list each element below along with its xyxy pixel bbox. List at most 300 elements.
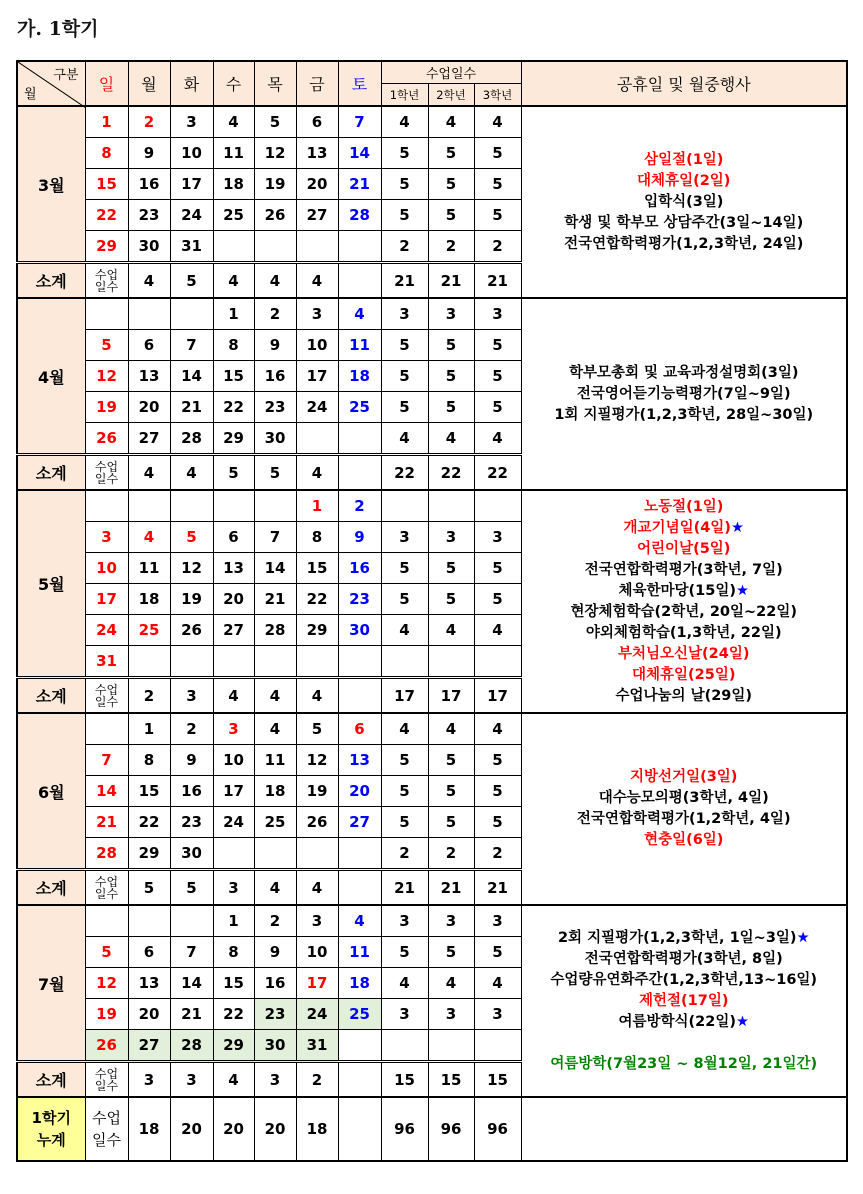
day-cell bbox=[213, 490, 254, 522]
day-cell: 2 bbox=[128, 106, 170, 138]
event-item bbox=[522, 384, 847, 405]
day-cell: 9 bbox=[338, 522, 381, 553]
subtotal-day-value: 4 bbox=[213, 263, 254, 299]
day-cell: 6 bbox=[128, 937, 170, 968]
day-cell: 13 bbox=[296, 138, 338, 169]
event-item bbox=[522, 171, 847, 192]
event-text: 현충일(6일) bbox=[644, 832, 724, 848]
day-cell: 1 bbox=[128, 713, 170, 745]
day-cell: 21 bbox=[85, 807, 128, 838]
subtotal-grade-3: 22 bbox=[474, 455, 521, 491]
subtotal-grade-1: 22 bbox=[381, 455, 428, 491]
day-cell: 30 bbox=[254, 423, 296, 455]
day-cell: 29 bbox=[85, 231, 128, 263]
day-cell: 7 bbox=[338, 106, 381, 138]
day-cell: 16 bbox=[254, 361, 296, 392]
day-cell: 28 bbox=[170, 1030, 213, 1062]
event-text: 입학식(3일) bbox=[644, 193, 724, 210]
day-cell: 30 bbox=[338, 615, 381, 646]
day-cell: 20 bbox=[128, 392, 170, 423]
event-text: 전국영어듣기능력평가(7일~9일) bbox=[576, 385, 791, 402]
grade-3-class-days: 5 bbox=[474, 937, 521, 968]
grade-3-class-days: 4 bbox=[474, 968, 521, 999]
grade-1-class-days: 5 bbox=[381, 361, 428, 392]
grade-1-class-days: 5 bbox=[381, 776, 428, 807]
grade-2-class-days: 5 bbox=[428, 361, 474, 392]
day-cell: 2 bbox=[338, 490, 381, 522]
day-cell bbox=[296, 423, 338, 455]
day-cell: 7 bbox=[85, 745, 128, 776]
day-cell bbox=[85, 490, 128, 522]
grade-3-class-days: 3 bbox=[474, 298, 521, 330]
day-cell: 19 bbox=[254, 169, 296, 200]
subtotal-grade-1: 21 bbox=[381, 870, 428, 906]
star-icon: ★ bbox=[730, 519, 744, 536]
day-cell: 15 bbox=[296, 553, 338, 584]
grade-3-class-days: 5 bbox=[474, 553, 521, 584]
grade-2-class-days: 5 bbox=[428, 200, 474, 231]
day-cell: 15 bbox=[213, 361, 254, 392]
day-cell: 3 bbox=[296, 905, 338, 937]
day-cell: 27 bbox=[213, 615, 254, 646]
month-events bbox=[521, 713, 847, 905]
week-row bbox=[17, 298, 847, 330]
subtotal-grade-2: 21 bbox=[428, 870, 474, 906]
day-cell: 4 bbox=[338, 298, 381, 330]
event-item bbox=[522, 192, 847, 213]
subtotal-day-value: 3 bbox=[128, 1062, 170, 1098]
semester-total-day-value bbox=[338, 1097, 381, 1161]
day-cell bbox=[254, 838, 296, 870]
event-item bbox=[522, 970, 847, 991]
semester-total-events-empty bbox=[521, 1097, 847, 1161]
subtotal-grade-1: 17 bbox=[381, 678, 428, 714]
day-cell: 17 bbox=[85, 584, 128, 615]
grade-3-class-days bbox=[474, 490, 521, 522]
subtotal-sub-text: 수업 일수 bbox=[94, 459, 119, 486]
semester-total-label bbox=[17, 1097, 85, 1161]
grade-2-class-days: 4 bbox=[428, 713, 474, 745]
semester-total-sub-line1: 수업 bbox=[92, 1109, 121, 1127]
day-cell: 22 bbox=[128, 807, 170, 838]
day-cell: 4 bbox=[338, 905, 381, 937]
grade-2-class-days: 3 bbox=[428, 905, 474, 937]
day-cell: 27 bbox=[128, 423, 170, 455]
day-cell: 17 bbox=[170, 169, 213, 200]
day-cell: 14 bbox=[170, 968, 213, 999]
day-cell: 16 bbox=[254, 968, 296, 999]
event-text: 학부모총회 및 교육과정설명회(3일) bbox=[568, 364, 799, 381]
day-cell: 22 bbox=[296, 584, 338, 615]
day-cell: 21 bbox=[170, 999, 213, 1030]
day-cell: 28 bbox=[170, 423, 213, 455]
day-cell: 6 bbox=[296, 106, 338, 138]
day-cell: 27 bbox=[128, 1030, 170, 1062]
event-text: 체육한마당(15일) bbox=[618, 582, 736, 599]
day-cell: 18 bbox=[338, 361, 381, 392]
day-cell bbox=[128, 646, 170, 678]
day-cell: 13 bbox=[128, 968, 170, 999]
day-cell: 24 bbox=[85, 615, 128, 646]
corner-header bbox=[17, 61, 85, 106]
day-cell: 23 bbox=[170, 807, 213, 838]
day-cell: 24 bbox=[213, 807, 254, 838]
grade-1-class-days: 5 bbox=[381, 392, 428, 423]
subtotal-day-value: 5 bbox=[254, 455, 296, 491]
day-cell: 21 bbox=[338, 169, 381, 200]
subtotal-day-value: 4 bbox=[296, 263, 338, 299]
event-item bbox=[522, 150, 847, 171]
grade-1-class-days: 5 bbox=[381, 937, 428, 968]
grade-2-class-days: 2 bbox=[428, 838, 474, 870]
semester-total-day-value: 18 bbox=[128, 1097, 170, 1161]
day-cell: 7 bbox=[170, 330, 213, 361]
subtotal-day-value bbox=[338, 263, 381, 299]
day-cell: 18 bbox=[128, 584, 170, 615]
day-cell: 14 bbox=[170, 361, 213, 392]
event-text: 전국연합학력평가(3학년, 7일) bbox=[584, 561, 783, 578]
day-cell bbox=[128, 490, 170, 522]
day-cell: 19 bbox=[85, 999, 128, 1030]
grade-3-class-days: 5 bbox=[474, 776, 521, 807]
day-cell: 29 bbox=[213, 1030, 254, 1062]
subtotal-day-value: 3 bbox=[213, 870, 254, 906]
subtotal-sub-text: 수업 일수 bbox=[94, 1066, 119, 1093]
event-item bbox=[522, 213, 847, 234]
day-cell: 13 bbox=[213, 553, 254, 584]
subtotal-label: 소계 bbox=[17, 678, 85, 714]
day-cell bbox=[213, 231, 254, 263]
day-cell: 2 bbox=[170, 713, 213, 745]
star-icon: ★ bbox=[735, 582, 749, 599]
weekday-tue: 화 bbox=[170, 61, 213, 106]
day-cell: 3 bbox=[213, 713, 254, 745]
subtotal-sub-label bbox=[85, 263, 128, 299]
day-cell: 25 bbox=[338, 999, 381, 1030]
grade-1-class-days: 4 bbox=[381, 968, 428, 999]
subtotal-grade-3: 21 bbox=[474, 263, 521, 299]
day-cell bbox=[338, 1030, 381, 1062]
day-cell: 10 bbox=[85, 553, 128, 584]
grade-3-header: 3학년 bbox=[474, 84, 521, 107]
day-cell bbox=[85, 713, 128, 745]
day-cell: 25 bbox=[213, 200, 254, 231]
day-cell: 16 bbox=[338, 553, 381, 584]
event-text: 대수능모의평(3학년, 4일) bbox=[598, 790, 769, 806]
day-cell bbox=[213, 838, 254, 870]
day-cell: 30 bbox=[170, 838, 213, 870]
weekday-sat: 토 bbox=[338, 61, 381, 106]
grade-1-class-days: 5 bbox=[381, 330, 428, 361]
semester-total-sub-label bbox=[85, 1097, 128, 1161]
day-cell: 2 bbox=[254, 298, 296, 330]
day-cell: 23 bbox=[128, 200, 170, 231]
event-item bbox=[522, 1054, 847, 1075]
subtotal-label: 소계 bbox=[17, 455, 85, 491]
month-label: 4월 bbox=[17, 298, 85, 455]
grade-2-header: 2학년 bbox=[428, 84, 474, 107]
semester-total-sub-line2: 일수 bbox=[92, 1131, 121, 1149]
grade-2-class-days: 5 bbox=[428, 138, 474, 169]
day-cell: 6 bbox=[128, 330, 170, 361]
grade-2-class-days: 5 bbox=[428, 169, 474, 200]
subtotal-day-value: 4 bbox=[254, 678, 296, 714]
day-cell: 16 bbox=[128, 169, 170, 200]
day-cell: 3 bbox=[85, 522, 128, 553]
subtotal-sub-label bbox=[85, 1062, 128, 1098]
day-cell: 9 bbox=[254, 937, 296, 968]
semester-total-label-line1: 1학기 bbox=[31, 1109, 71, 1127]
day-cell: 30 bbox=[128, 231, 170, 263]
subtotal-day-value: 3 bbox=[170, 1062, 213, 1098]
grade-3-class-days: 4 bbox=[474, 423, 521, 455]
day-cell: 1 bbox=[85, 106, 128, 138]
semester-total-day-value: 20 bbox=[213, 1097, 254, 1161]
grade-2-class-days: 4 bbox=[428, 615, 474, 646]
subtotal-day-value: 2 bbox=[296, 1062, 338, 1098]
grade-2-class-days: 5 bbox=[428, 330, 474, 361]
event-item bbox=[522, 809, 847, 830]
day-cell bbox=[170, 490, 213, 522]
day-cell: 5 bbox=[85, 330, 128, 361]
event-text: 어린이날(5일) bbox=[637, 540, 731, 557]
grade-3-class-days: 5 bbox=[474, 138, 521, 169]
semester-total-label-line2: 누계 bbox=[36, 1131, 66, 1149]
subtotal-day-value: 2 bbox=[128, 678, 170, 714]
day-cell: 28 bbox=[85, 838, 128, 870]
grade-2-class-days: 5 bbox=[428, 745, 474, 776]
grade-1-class-days: 5 bbox=[381, 200, 428, 231]
day-cell: 10 bbox=[170, 138, 213, 169]
grade-3-class-days: 5 bbox=[474, 745, 521, 776]
day-cell bbox=[296, 646, 338, 678]
day-cell bbox=[338, 838, 381, 870]
day-cell: 5 bbox=[254, 106, 296, 138]
day-cell bbox=[296, 838, 338, 870]
day-cell: 28 bbox=[254, 615, 296, 646]
subtotal-grade-2: 17 bbox=[428, 678, 474, 714]
grade-2-class-days: 5 bbox=[428, 392, 474, 423]
day-cell bbox=[338, 423, 381, 455]
day-cell: 21 bbox=[170, 392, 213, 423]
subtotal-day-value: 4 bbox=[254, 870, 296, 906]
month-events bbox=[521, 106, 847, 298]
subtotal-sub-label bbox=[85, 870, 128, 906]
event-item bbox=[522, 623, 847, 644]
grade-1-class-days: 5 bbox=[381, 169, 428, 200]
event-item bbox=[522, 1012, 847, 1033]
grade-1-class-days: 5 bbox=[381, 584, 428, 615]
semester-total-grade-3: 96 bbox=[474, 1097, 521, 1161]
event-text: 삼일절(1일) bbox=[644, 151, 724, 168]
event-item bbox=[522, 539, 847, 560]
day-cell: 23 bbox=[338, 584, 381, 615]
day-cell: 16 bbox=[170, 776, 213, 807]
grade-2-class-days bbox=[428, 646, 474, 678]
subtotal-day-value bbox=[338, 1062, 381, 1098]
day-cell: 19 bbox=[170, 584, 213, 615]
event-text: 야외체험학습(1,3학년, 22일) bbox=[585, 624, 782, 641]
event-item bbox=[522, 830, 847, 851]
subtotal-day-value: 4 bbox=[296, 870, 338, 906]
event-text: 여름방학식(22일) bbox=[618, 1013, 736, 1030]
grade-3-class-days bbox=[474, 646, 521, 678]
weekday-mon: 월 bbox=[128, 61, 170, 106]
event-item bbox=[522, 405, 847, 426]
day-cell: 12 bbox=[296, 745, 338, 776]
event-text: 1회 지필평가(1,2,3학년, 28일~30일) bbox=[554, 406, 814, 423]
subtotal-grade-3: 15 bbox=[474, 1062, 521, 1098]
subtotal-grade-2: 21 bbox=[428, 263, 474, 299]
subtotal-label: 소계 bbox=[17, 870, 85, 906]
day-cell: 15 bbox=[85, 169, 128, 200]
subtotal-day-value: 4 bbox=[296, 455, 338, 491]
day-cell: 25 bbox=[128, 615, 170, 646]
day-cell: 11 bbox=[254, 745, 296, 776]
subtotal-grade-3: 17 bbox=[474, 678, 521, 714]
subtotal-label: 소계 bbox=[17, 263, 85, 299]
day-cell: 1 bbox=[213, 905, 254, 937]
day-cell: 11 bbox=[128, 553, 170, 584]
day-cell bbox=[254, 646, 296, 678]
day-cell: 18 bbox=[254, 776, 296, 807]
grade-1-class-days bbox=[381, 490, 428, 522]
semester-total-day-value: 20 bbox=[254, 1097, 296, 1161]
day-cell: 24 bbox=[296, 392, 338, 423]
grade-1-class-days: 3 bbox=[381, 298, 428, 330]
day-cell: 27 bbox=[296, 200, 338, 231]
day-cell: 15 bbox=[213, 968, 254, 999]
event-item bbox=[522, 686, 847, 707]
event-item bbox=[522, 560, 847, 581]
month-label: 3월 bbox=[17, 106, 85, 263]
day-cell: 18 bbox=[213, 169, 254, 200]
weekday-thu: 목 bbox=[254, 61, 296, 106]
event-item bbox=[522, 363, 847, 384]
grade-3-class-days: 3 bbox=[474, 999, 521, 1030]
subtotal-sub-text: 수업 일수 bbox=[94, 874, 119, 901]
day-cell bbox=[338, 231, 381, 263]
day-cell: 12 bbox=[170, 553, 213, 584]
grade-2-class-days: 5 bbox=[428, 553, 474, 584]
grade-3-class-days: 5 bbox=[474, 807, 521, 838]
event-text: 여름방학(7월23일 ~ 8월12일, 21일간) bbox=[550, 1055, 818, 1072]
grade-3-class-days: 2 bbox=[474, 838, 521, 870]
month-label: 6월 bbox=[17, 713, 85, 870]
class-days-header: 수업일수 bbox=[381, 61, 521, 84]
day-cell: 12 bbox=[254, 138, 296, 169]
grade-1-class-days: 3 bbox=[381, 999, 428, 1030]
subtotal-label: 소계 bbox=[17, 1062, 85, 1098]
subtotal-day-value: 4 bbox=[213, 678, 254, 714]
grade-1-class-days: 5 bbox=[381, 553, 428, 584]
event-item bbox=[522, 602, 847, 623]
day-cell: 21 bbox=[254, 584, 296, 615]
grade-1-class-days: 5 bbox=[381, 807, 428, 838]
day-cell bbox=[170, 646, 213, 678]
day-cell: 20 bbox=[338, 776, 381, 807]
subtotal-day-value: 3 bbox=[254, 1062, 296, 1098]
day-cell bbox=[85, 905, 128, 937]
event-item bbox=[522, 518, 847, 539]
week-row bbox=[17, 905, 847, 937]
day-cell: 18 bbox=[338, 968, 381, 999]
day-cell: 14 bbox=[85, 776, 128, 807]
subtotal-sub-label bbox=[85, 455, 128, 491]
day-cell: 20 bbox=[128, 999, 170, 1030]
events-header: 공휴일 및 월중행사 bbox=[521, 61, 847, 106]
day-cell: 8 bbox=[85, 138, 128, 169]
event-item bbox=[522, 665, 847, 686]
grade-3-class-days: 5 bbox=[474, 361, 521, 392]
day-cell bbox=[254, 490, 296, 522]
day-cell: 14 bbox=[338, 138, 381, 169]
event-item bbox=[522, 767, 847, 788]
day-cell: 17 bbox=[296, 968, 338, 999]
subtotal-grade-1: 21 bbox=[381, 263, 428, 299]
subtotal-day-value: 4 bbox=[128, 455, 170, 491]
day-cell: 7 bbox=[170, 937, 213, 968]
day-cell: 31 bbox=[85, 646, 128, 678]
event-text: 수업나눔의 날(29일) bbox=[615, 687, 753, 704]
day-cell: 11 bbox=[338, 937, 381, 968]
grade-2-class-days: 2 bbox=[428, 231, 474, 263]
day-cell: 6 bbox=[338, 713, 381, 745]
day-cell: 3 bbox=[296, 298, 338, 330]
weekday-fri: 금 bbox=[296, 61, 338, 106]
day-cell: 10 bbox=[213, 745, 254, 776]
day-cell: 9 bbox=[170, 745, 213, 776]
weekday-sun: 일 bbox=[85, 61, 128, 106]
day-cell: 13 bbox=[128, 361, 170, 392]
grade-3-class-days: 5 bbox=[474, 584, 521, 615]
day-cell bbox=[170, 298, 213, 330]
grade-3-class-days: 2 bbox=[474, 231, 521, 263]
event-item bbox=[522, 1033, 847, 1054]
grade-1-class-days: 5 bbox=[381, 138, 428, 169]
day-cell bbox=[296, 231, 338, 263]
event-text: 학생 및 학부모 상담주간(3일~14일) bbox=[564, 214, 804, 231]
event-text: 제헌절(17일) bbox=[639, 992, 729, 1009]
corner-category-label: 구분 bbox=[53, 68, 79, 83]
subtotal-day-value bbox=[338, 455, 381, 491]
event-text: 지방선거일(3일) bbox=[630, 769, 738, 785]
day-cell: 17 bbox=[296, 361, 338, 392]
event-text: 수업량유연화주간(1,2,3학년,13~16일) bbox=[550, 971, 818, 988]
event-text: 대체휴일(2일) bbox=[637, 172, 731, 189]
day-cell: 5 bbox=[85, 937, 128, 968]
week-row bbox=[17, 713, 847, 745]
month-events bbox=[521, 905, 847, 1097]
grade-3-class-days: 3 bbox=[474, 522, 521, 553]
day-cell: 9 bbox=[254, 330, 296, 361]
grade-1-class-days: 4 bbox=[381, 106, 428, 138]
day-cell: 31 bbox=[170, 231, 213, 263]
day-cell: 4 bbox=[213, 106, 254, 138]
subtotal-sub-text: 수업 일수 bbox=[94, 682, 119, 709]
day-cell: 25 bbox=[254, 807, 296, 838]
grade-2-class-days: 4 bbox=[428, 968, 474, 999]
grade-1-class-days: 5 bbox=[381, 745, 428, 776]
day-cell: 23 bbox=[254, 999, 296, 1030]
week-row bbox=[17, 106, 847, 138]
grade-2-class-days: 5 bbox=[428, 937, 474, 968]
grade-3-class-days: 4 bbox=[474, 713, 521, 745]
day-cell: 20 bbox=[296, 169, 338, 200]
event-text: 전국연합학력평가(1,2,3학년, 24일) bbox=[564, 235, 804, 252]
event-item bbox=[522, 949, 847, 970]
grade-1-class-days: 3 bbox=[381, 522, 428, 553]
